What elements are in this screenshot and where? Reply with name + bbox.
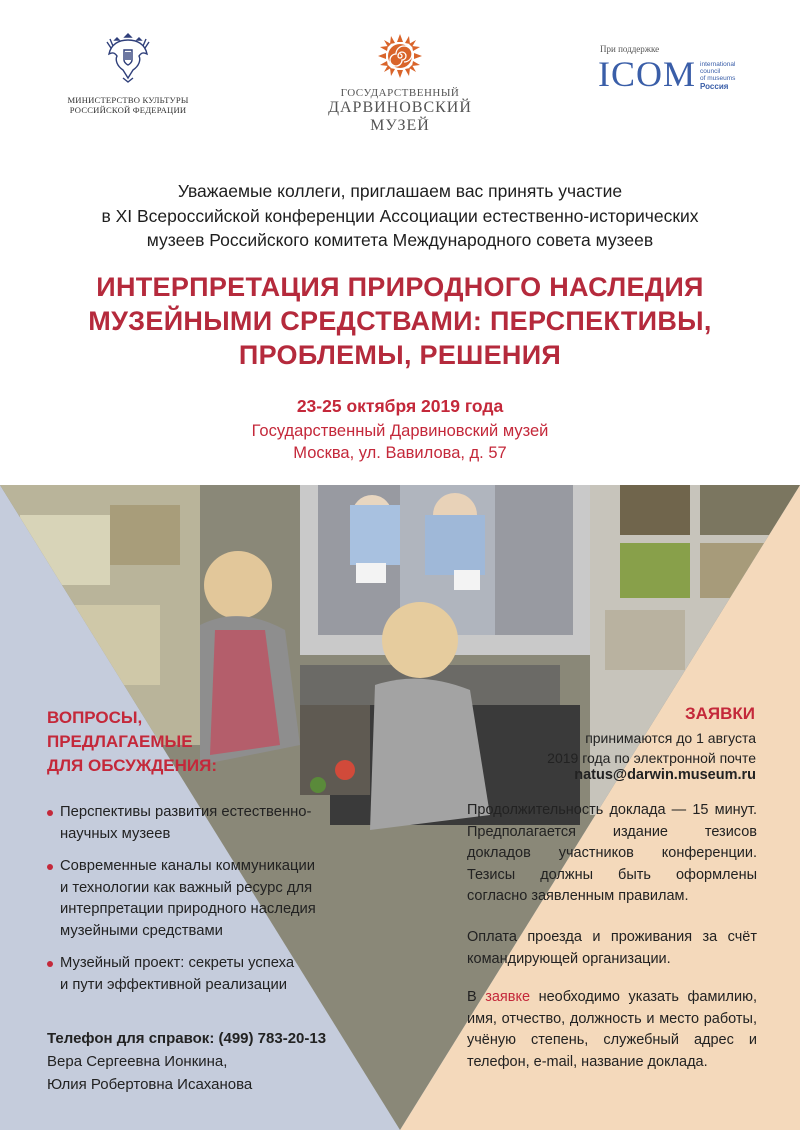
- question-text: музейными средствами: [60, 922, 223, 939]
- applications-heading: ЗАЯВКИ: [684, 704, 755, 723]
- deadline-line2: 2019 года по электронной почте: [547, 750, 756, 766]
- venue-name: Государственный Дарвиновский музей: [251, 422, 549, 440]
- invitation-text: [40, 179, 760, 253]
- bullet-dot-icon: [47, 864, 53, 870]
- icom-logo: [598, 44, 768, 92]
- support-label: При поддержке: [600, 44, 660, 54]
- questions-heading-line3: ДЛЯ ОБСУЖДЕНИЯ:: [47, 756, 218, 775]
- question-text: Современные каналы коммуникации: [60, 858, 316, 874]
- question-text: и технологии как важный ресурс для: [60, 879, 313, 896]
- question-text: научных музеев: [60, 825, 171, 842]
- double-headed-eagle-icon: [105, 28, 151, 84]
- question-text: и пути эффективной реализации: [60, 976, 287, 993]
- requirements-paragraph: [467, 987, 757, 1073]
- event-dates: 23-25 октября 2019 года: [296, 396, 504, 416]
- applications-email-link[interactable]: natus@darwin.museum.ru: [574, 767, 756, 783]
- list-item: [47, 953, 347, 996]
- bullet-dot-icon: [47, 961, 53, 967]
- list-item: [47, 856, 347, 942]
- applications-deadline: [520, 728, 756, 768]
- title-line2: МУЗЕЙНЫМИ СРЕДСТВАМИ: ПЕРСПЕКТИВЫ,: [88, 306, 712, 336]
- ministry-name-line1: МИНИСТЕРСТВО КУЛЬТУРЫ: [67, 95, 189, 105]
- bullet-dot-icon: [47, 810, 53, 816]
- title-line1: ИНТЕРПРЕТАЦИЯ ПРИРОДНОГО НАСЛЕДИЯ: [96, 272, 704, 302]
- spiral-sun-icon: [378, 34, 422, 78]
- intro-line3: музеев Российского комитета Международного совета музеев: [146, 230, 654, 250]
- deadline-line1: принимаются до 1 августа: [585, 730, 756, 746]
- question-text: интерпретации природного наследия: [60, 901, 316, 917]
- questions-heading-line1: ВОПРОСЫ,: [47, 708, 143, 727]
- icom-small-line2: council: [700, 68, 721, 75]
- question-text: Перспективы развития естественно-: [60, 804, 312, 820]
- list-item: [47, 802, 347, 845]
- conference-title: [30, 270, 770, 372]
- requirements-prefix: В: [467, 989, 486, 1005]
- darwin-museum-logo: [300, 34, 500, 135]
- event-venue: [100, 420, 700, 464]
- question-text: Музейный проект: секреты успеха: [60, 955, 295, 971]
- contact-person: Вера Сергеевна Ионкина,: [47, 1053, 228, 1070]
- requirements-keyword: заявке: [485, 989, 531, 1005]
- title-line3: ПРОБЛЕМЫ, РЕШЕНИЯ: [238, 340, 562, 370]
- darwin-logo-line3: МУЗЕЙ: [370, 117, 430, 134]
- ministry-name-line2: РОССИЙСКОЙ ФЕДЕРАЦИИ: [69, 105, 187, 115]
- contact-phone: Телефон для справок: (499) 783-20-13: [47, 1030, 327, 1047]
- darwin-logo-line1: ГОСУДАРСТВЕННЫЙ: [340, 87, 460, 99]
- ministry-logo: [58, 28, 198, 115]
- questions-heading-line2: ПРЕДЛАГАЕМЫЕ: [47, 732, 193, 751]
- duration-paragraph: Продолжительность доклада — 15 минут. Предполагается издание тезисов докладов участников конференции. Тезисы должны быть оформлены согласно заявленным правилам.: [467, 802, 757, 904]
- intro-line1: Уважаемые коллеги, приглашаем вас принять участие: [177, 181, 623, 201]
- icom-small-line1: international: [700, 61, 736, 68]
- contact-person: Юлия Робертовна Исаханова: [47, 1076, 253, 1093]
- questions-list: [47, 802, 347, 1007]
- requirements-text: необходимо указать фамилию, имя, отчество, должность и место работы, учёную степень, служебный адрес и телефон, e-mail, название доклада.: [467, 989, 757, 1070]
- icom-small-line3: of museums: [700, 75, 736, 82]
- icom-wordmark: ICOM: [598, 54, 697, 94]
- payment-paragraph: Оплата проезда и проживания за счёт командирующей организации.: [467, 929, 757, 967]
- darwin-logo-line2: ДАРВИНОВСКИЙ: [328, 99, 472, 116]
- intro-line2: в XI Всероссийской конференции Ассоциации естественно-исторических: [101, 205, 699, 226]
- questions-heading: [47, 706, 287, 778]
- venue-address: Москва, ул. Вавилова, д. 57: [293, 444, 507, 462]
- contacts-block: [47, 1027, 387, 1096]
- icom-country: Россия: [700, 82, 729, 91]
